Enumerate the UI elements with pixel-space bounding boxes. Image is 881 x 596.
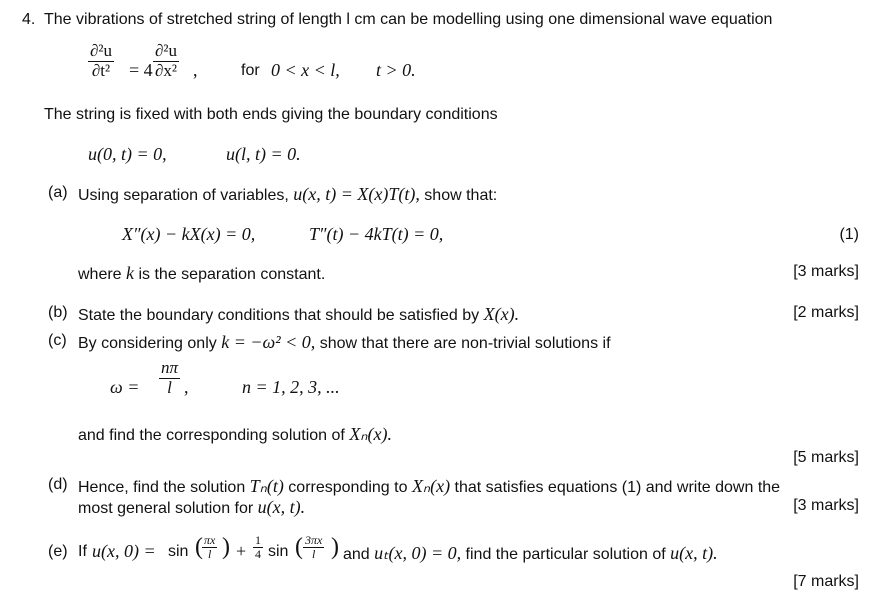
part-e-plus: +	[236, 541, 247, 561]
part-d-line2-var: u(x, t).	[257, 497, 306, 517]
omega-fraction	[159, 359, 180, 397]
equation-number: (1)	[839, 226, 859, 243]
paren-open-1: (	[195, 534, 203, 560]
part-e-find: find the particular solution of	[465, 546, 666, 563]
part-c-text	[78, 332, 611, 353]
part-e-find-var: u(x, t).	[670, 543, 718, 563]
sin1-argument-denominator: l	[208, 547, 212, 562]
paren-close-2: )	[331, 534, 339, 560]
pde-rhs-denominator: ∂x²	[155, 60, 177, 80]
part-e-sin1: sin	[168, 543, 189, 560]
omega-comma: ,	[184, 377, 189, 397]
part-b-var: X(x).	[483, 304, 520, 324]
part-a-equation-x: X″(x) − kX(x) = 0,	[122, 224, 256, 244]
part-e-u0: u(x, 0) =	[92, 541, 156, 561]
question-number: 4.	[22, 11, 36, 28]
part-c-text-after: show that there are non-trivial solutions if	[319, 335, 611, 352]
part-c-marks: [5 marks]	[793, 449, 859, 466]
pde-lhs-denominator: ∂t²	[91, 60, 111, 80]
part-e-label: (e)	[48, 543, 68, 560]
sin2-argument-numerator: 3πx	[305, 533, 323, 547]
part-d-marks: [3 marks]	[793, 497, 859, 514]
pde-equals: = 4	[129, 60, 153, 80]
pde-lhs-numerator: ∂²u	[90, 41, 112, 60]
part-b-text	[78, 304, 519, 325]
part-a-where-k: k	[126, 263, 135, 283]
part-d-tn: Tₙ(t)	[249, 476, 284, 496]
part-b-marks: [2 marks]	[793, 304, 859, 321]
pde-rhs-numerator: ∂²u	[155, 41, 177, 60]
part-d-line2	[78, 497, 305, 518]
part-e-sin2: sin	[268, 543, 289, 560]
part-c-label: (c)	[48, 332, 67, 349]
sin1-argument-numerator: πx	[204, 533, 216, 547]
part-e-if: If	[78, 543, 87, 560]
sin1-argument-fraction	[202, 534, 217, 561]
pde-domain-x: 0 < x < l,	[271, 60, 340, 80]
part-a-where-before: where	[78, 266, 122, 283]
coefficient-fraction	[253, 534, 263, 561]
part-d-xn: Xₙ(x)	[411, 476, 451, 496]
part-a-text-after: show that:	[424, 187, 498, 204]
bc-left: u(0, t) = 0,	[88, 144, 167, 164]
pde-rhs-fraction	[153, 42, 179, 80]
pde-domain-for: for	[241, 62, 260, 79]
part-d-text3: that satisfies equations (1) and write down the	[454, 479, 781, 496]
part-a-equation-t: T″(t) − 4kT(t) = 0,	[309, 224, 444, 244]
part-a-separation: u(x, t) = X(x)T(t),	[293, 184, 420, 204]
part-a-text-before: Using separation of variables,	[78, 187, 289, 204]
part-d-label: (d)	[48, 476, 68, 493]
part-e-and: and	[343, 546, 370, 563]
part-d-text1: Hence, find the solution	[78, 479, 246, 496]
part-c-text-before: By considering only	[78, 335, 217, 352]
part-a-marks: [3 marks]	[793, 263, 859, 280]
part-e-ut: uₜ(x, 0) = 0,	[374, 543, 462, 563]
sin2-argument-fraction	[303, 534, 324, 561]
n-values: n = 1, 2, 3, ...	[242, 377, 340, 397]
part-c-find	[78, 424, 392, 445]
bc-intro: The string is fixed with both ends giving the boundary conditions	[44, 106, 498, 123]
part-c-condition: k = −ω² < 0,	[221, 332, 316, 352]
part-e-rest	[343, 543, 718, 564]
part-c-find-before: and find the corresponding solution of	[78, 427, 345, 444]
coefficient-denominator: 4	[255, 547, 261, 562]
part-d-text2: corresponding to	[288, 479, 408, 496]
part-a-label: (a)	[48, 184, 68, 201]
paren-close-1: )	[222, 534, 230, 560]
sin2-argument-denominator: l	[312, 547, 316, 562]
omega-numerator: nπ	[161, 358, 179, 377]
part-b-label: (b)	[48, 304, 68, 321]
coefficient-numerator: 1	[255, 533, 261, 547]
paren-open-2: (	[295, 534, 303, 560]
part-a-text	[78, 184, 497, 205]
part-a-where	[78, 263, 325, 284]
part-b-text-before: State the boundary conditions that should be satisfied by	[78, 307, 480, 324]
part-c-find-var: Xₙ(x).	[349, 424, 392, 444]
part-e-marks: [7 marks]	[793, 573, 859, 590]
question-intro: The vibrations of stretched string of length l cm can be modelling using one dimensional wave equation	[44, 11, 773, 28]
pde-domain-t: t > 0.	[376, 60, 416, 80]
pde-lhs-fraction	[88, 42, 114, 80]
omega-lhs: ω =	[110, 377, 140, 397]
part-d-line2-before: most general solution for	[78, 500, 254, 517]
part-d-line1	[78, 476, 780, 497]
part-a-where-after: is the separation constant.	[138, 266, 326, 283]
bc-right: u(l, t) = 0.	[226, 144, 301, 164]
omega-denominator: l	[167, 377, 172, 397]
pde-comma: ,	[193, 60, 198, 80]
